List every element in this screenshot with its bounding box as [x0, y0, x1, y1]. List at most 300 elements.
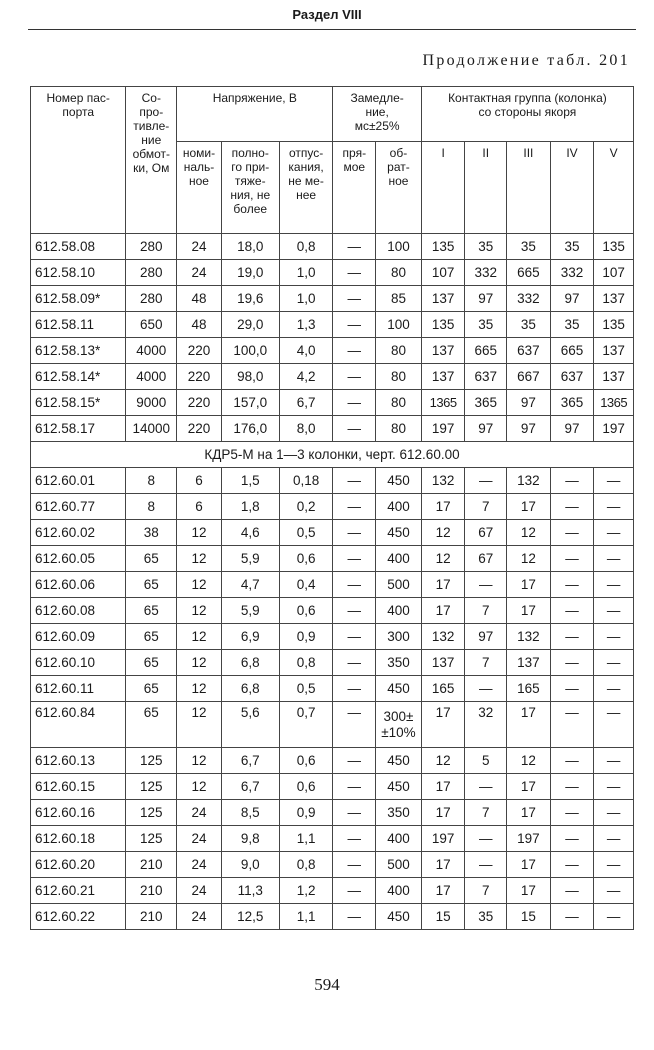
- table-cell: —: [550, 878, 594, 904]
- table-cell: 97: [465, 624, 507, 650]
- table-cell: 19,0: [221, 260, 279, 286]
- table-cell: 100: [376, 312, 422, 338]
- passport-number-cell: 612.60.11: [31, 676, 126, 702]
- table-cell: —: [333, 390, 376, 416]
- table-cell: 500: [376, 572, 422, 598]
- table-cell: 17: [507, 800, 551, 826]
- table-cell: 132: [507, 624, 551, 650]
- table-cell: 220: [177, 390, 222, 416]
- table-row: [31, 390, 634, 416]
- table-cell: 365: [465, 390, 507, 416]
- table-cell: 197: [594, 416, 634, 442]
- passport-number-cell: 612.58.11: [31, 312, 126, 338]
- table-cell: 97: [550, 416, 594, 442]
- table-cell: 15: [507, 904, 551, 930]
- table-row: [31, 852, 634, 878]
- table-cell: 17: [421, 774, 465, 800]
- table-row: [31, 624, 634, 650]
- table-continuation-caption: Продолжение табл. 201: [422, 52, 630, 69]
- table-cell: —: [594, 702, 634, 748]
- table-cell: 350: [376, 800, 422, 826]
- table-cell: 125: [126, 748, 177, 774]
- table-cell: 12: [421, 546, 465, 572]
- passport-number-cell: 612.60.20: [31, 852, 126, 878]
- table-cell: 0,8: [279, 650, 333, 676]
- table-row: [31, 702, 634, 748]
- table-cell: 65: [126, 702, 177, 748]
- table-cell: 1,1: [279, 826, 333, 852]
- header-voltage-nominal: номи- наль- ное: [177, 142, 222, 234]
- table-cell: 220: [177, 416, 222, 442]
- table-cell: 0,8: [279, 234, 333, 260]
- table-cell: 18,0: [221, 234, 279, 260]
- table-cell: 135: [594, 234, 634, 260]
- table-cell: 17: [421, 702, 465, 748]
- table-cell: 450: [376, 676, 422, 702]
- table-cell: 6,7: [221, 774, 279, 800]
- table-cell: 365: [550, 390, 594, 416]
- table-cell: 35: [465, 312, 507, 338]
- table-row: [31, 676, 634, 702]
- table-cell: 0,9: [279, 800, 333, 826]
- table-cell: —: [465, 826, 507, 852]
- table-cell: —: [333, 520, 376, 546]
- table-cell: —: [550, 572, 594, 598]
- section-header: Раздел VIII: [292, 7, 362, 22]
- table-cell: 35: [507, 234, 551, 260]
- table-cell: —: [594, 852, 634, 878]
- table-cell: 4000: [126, 364, 177, 390]
- table-cell: 280: [126, 286, 177, 312]
- table-cell: —: [333, 364, 376, 390]
- table-cell: 0,2: [279, 494, 333, 520]
- table-cell: 17: [421, 878, 465, 904]
- table-cell: 332: [550, 260, 594, 286]
- table-cell: —: [550, 676, 594, 702]
- header-contact-group: Контактная группа (колонка) со стороны якоря: [421, 87, 633, 142]
- table-cell: 300: [376, 624, 422, 650]
- table-cell: 637: [465, 364, 507, 390]
- table-cell: 165: [507, 676, 551, 702]
- table-cell: 97: [507, 390, 551, 416]
- table-cell: —: [333, 852, 376, 878]
- table-cell: 280: [126, 260, 177, 286]
- table-cell: 17: [507, 572, 551, 598]
- table-cell: —: [594, 624, 634, 650]
- table-cell: 12: [177, 650, 222, 676]
- table-cell: —: [333, 598, 376, 624]
- table-cell: 35: [465, 234, 507, 260]
- table-cell: 137: [421, 650, 465, 676]
- table-cell: 1,3: [279, 312, 333, 338]
- page-number: 594: [314, 975, 340, 994]
- table-cell: 7: [465, 494, 507, 520]
- table-cell: 17: [421, 800, 465, 826]
- table-cell: 17: [421, 852, 465, 878]
- table-cell: 5: [465, 748, 507, 774]
- table-cell: 6: [177, 468, 222, 494]
- table-cell: 665: [550, 338, 594, 364]
- table-cell: —: [594, 676, 634, 702]
- table-cell: 80: [376, 390, 422, 416]
- table-cell: 197: [421, 826, 465, 852]
- relay-data-table: [30, 86, 634, 930]
- table-cell: 67: [465, 546, 507, 572]
- table-cell: 9000: [126, 390, 177, 416]
- table-cell: 132: [421, 624, 465, 650]
- table-row: [31, 598, 634, 624]
- table-row: [31, 800, 634, 826]
- table-section-row: [31, 442, 634, 468]
- table-cell: 220: [177, 338, 222, 364]
- table-cell: 8,0: [279, 416, 333, 442]
- passport-number-cell: 612.60.77: [31, 494, 126, 520]
- header-voltage: Напряжение, В: [177, 87, 333, 142]
- table-cell: —: [594, 774, 634, 800]
- table-cell: 6: [177, 494, 222, 520]
- table-cell: 4,7: [221, 572, 279, 598]
- table-cell: —: [333, 260, 376, 286]
- table-cell: —: [550, 598, 594, 624]
- table-row: [31, 774, 634, 800]
- table-cell: 97: [507, 416, 551, 442]
- table-cell: —: [333, 312, 376, 338]
- table-cell: 100,0: [221, 338, 279, 364]
- table-cell: 8: [126, 468, 177, 494]
- table-cell: —: [333, 494, 376, 520]
- table-row: [31, 234, 634, 260]
- passport-number-cell: 612.60.15: [31, 774, 126, 800]
- table-row: [31, 904, 634, 930]
- table-cell: 35: [550, 312, 594, 338]
- table-cell: 6,8: [221, 676, 279, 702]
- table-cell: 1365: [594, 390, 634, 416]
- table-cell: 9,8: [221, 826, 279, 852]
- passport-number-cell: 612.60.16: [31, 800, 126, 826]
- table-cell: 107: [421, 260, 465, 286]
- table-cell: 14000: [126, 416, 177, 442]
- table-cell: 17: [507, 702, 551, 748]
- table-cell: —: [594, 572, 634, 598]
- table-cell: —: [465, 676, 507, 702]
- table-cell: 165: [421, 676, 465, 702]
- table-cell: 1,2: [279, 878, 333, 904]
- table-cell: 80: [376, 364, 422, 390]
- table-cell: 6,9: [221, 624, 279, 650]
- table-cell: 125: [126, 800, 177, 826]
- table-cell: —: [550, 650, 594, 676]
- table-cell: —: [333, 468, 376, 494]
- header-voltage-release: отпус- кания, не ме- нее: [279, 142, 333, 234]
- table-cell: 12,5: [221, 904, 279, 930]
- table-cell: 35: [507, 312, 551, 338]
- table-cell: 65: [126, 650, 177, 676]
- table-cell: —: [594, 904, 634, 930]
- passport-number-cell: 612.58.15*: [31, 390, 126, 416]
- table-cell: 65: [126, 624, 177, 650]
- table-cell: 137: [594, 338, 634, 364]
- table-cell: —: [594, 520, 634, 546]
- table-cell: 400: [376, 826, 422, 852]
- table-cell: —: [333, 800, 376, 826]
- delay-tolerance: ±10%: [381, 724, 416, 740]
- table-cell: 17: [507, 878, 551, 904]
- table-cell: —: [550, 494, 594, 520]
- table-cell: —: [594, 826, 634, 852]
- table-cell: 137: [421, 338, 465, 364]
- table-cell: 450: [376, 468, 422, 494]
- table-cell: —: [550, 520, 594, 546]
- table-cell: 137: [594, 286, 634, 312]
- table-cell: —: [594, 878, 634, 904]
- table-cell: 17: [421, 572, 465, 598]
- table-cell: 4,2: [279, 364, 333, 390]
- table-cell: 0,6: [279, 546, 333, 572]
- table-cell: —: [333, 234, 376, 260]
- table-cell: 24: [177, 260, 222, 286]
- table-cell: 135: [421, 234, 465, 260]
- table-cell: 125: [126, 826, 177, 852]
- table-cell: 65: [126, 676, 177, 702]
- table-cell: 38: [126, 520, 177, 546]
- table-cell: 12: [177, 748, 222, 774]
- table-cell: 665: [507, 260, 551, 286]
- table-cell: 137: [507, 650, 551, 676]
- table-cell: 0,6: [279, 598, 333, 624]
- header-delay: Замедле- ние, мс±25%: [333, 87, 421, 142]
- table-cell: 450: [376, 904, 422, 930]
- table-cell: —: [333, 878, 376, 904]
- table-cell: 12: [421, 520, 465, 546]
- table-cell: 210: [126, 878, 177, 904]
- table-cell: —: [594, 546, 634, 572]
- table-cell: 100: [376, 234, 422, 260]
- table-cell: —: [333, 650, 376, 676]
- table-cell: 97: [465, 416, 507, 442]
- passport-number-cell: 612.60.05: [31, 546, 126, 572]
- table-cell: —: [333, 904, 376, 930]
- table-row: [31, 748, 634, 774]
- table-cell: 0,5: [279, 676, 333, 702]
- table-cell: —: [550, 800, 594, 826]
- table-cell: 1365: [421, 390, 465, 416]
- table-cell: 0,8: [279, 852, 333, 878]
- header-column-5: V: [594, 142, 634, 234]
- passport-number-cell: 612.58.09*: [31, 286, 126, 312]
- passport-number-cell: 612.60.13: [31, 748, 126, 774]
- table-cell: 400: [376, 494, 422, 520]
- table-cell: 17: [421, 494, 465, 520]
- table-cell: 197: [421, 416, 465, 442]
- table-cell: —: [550, 468, 594, 494]
- table-cell: 12: [507, 520, 551, 546]
- table-cell: 135: [594, 312, 634, 338]
- table-cell: 12: [507, 546, 551, 572]
- table-cell: 17: [507, 598, 551, 624]
- table-cell: —: [333, 624, 376, 650]
- table-cell: 98,0: [221, 364, 279, 390]
- table-cell: 0,18: [279, 468, 333, 494]
- table-cell: 7: [465, 878, 507, 904]
- table-row: [31, 364, 634, 390]
- table-cell: 0,7: [279, 702, 333, 748]
- header-voltage-full-attraction: полно- го при- тяже- ния, не более: [221, 142, 279, 234]
- table-cell: 65: [126, 572, 177, 598]
- table-cell: 1,0: [279, 286, 333, 312]
- header-winding-resistance: Со- про- тивле- ние обмот- ки, Ом: [126, 87, 177, 234]
- table-cell: 6,7: [279, 390, 333, 416]
- table-cell: —: [594, 598, 634, 624]
- passport-number-cell: 612.60.01: [31, 468, 126, 494]
- table-row: [31, 520, 634, 546]
- table-cell: 12: [177, 774, 222, 800]
- passport-number-cell: 612.60.18: [31, 826, 126, 852]
- table-cell: —: [465, 468, 507, 494]
- header-delay-direct: пря- мое: [333, 142, 376, 234]
- header-column-2: II: [465, 142, 507, 234]
- table-row: [31, 468, 634, 494]
- table-row: [31, 260, 634, 286]
- table-cell: 450: [376, 774, 422, 800]
- table-cell: 48: [177, 312, 222, 338]
- table-cell: 400: [376, 878, 422, 904]
- table-cell: 29,0: [221, 312, 279, 338]
- table-cell: 12: [177, 520, 222, 546]
- table-cell: 400: [376, 598, 422, 624]
- header-column-3: III: [507, 142, 551, 234]
- table-cell: 137: [594, 364, 634, 390]
- table-cell: 65: [126, 598, 177, 624]
- table-cell: 97: [550, 286, 594, 312]
- table-cell: 125: [126, 774, 177, 800]
- table-cell: 332: [465, 260, 507, 286]
- table-cell: —: [333, 826, 376, 852]
- table-cell: —: [333, 774, 376, 800]
- table-cell: 0,4: [279, 572, 333, 598]
- table-cell: 280: [126, 234, 177, 260]
- table-cell: 450: [376, 520, 422, 546]
- table-cell: 24: [177, 904, 222, 930]
- table-cell: —: [333, 286, 376, 312]
- table-cell: —: [550, 546, 594, 572]
- table-cell: 17: [421, 598, 465, 624]
- table-cell: —: [550, 702, 594, 748]
- table-cell: 210: [126, 852, 177, 878]
- table-cell: 5,6: [221, 702, 279, 748]
- table-cell: 67: [465, 520, 507, 546]
- table-cell: —: [550, 748, 594, 774]
- table-cell: 32: [465, 702, 507, 748]
- table-cell: 24: [177, 800, 222, 826]
- table-row: [31, 878, 634, 904]
- table-cell: 35: [465, 904, 507, 930]
- table-cell: 637: [507, 338, 551, 364]
- passport-number-cell: 612.60.22: [31, 904, 126, 930]
- passport-number-cell: 612.58.17: [31, 416, 126, 442]
- table-cell: 4,0: [279, 338, 333, 364]
- table-cell: —: [550, 904, 594, 930]
- table-row: [31, 416, 634, 442]
- table-cell: 650: [126, 312, 177, 338]
- table-row: [31, 826, 634, 852]
- table-cell: 500: [376, 852, 422, 878]
- table-row: [31, 650, 634, 676]
- passport-number-cell: 612.58.08: [31, 234, 126, 260]
- table-cell: —: [465, 774, 507, 800]
- passport-number-cell: 612.60.09: [31, 624, 126, 650]
- passport-number-cell: 612.60.06: [31, 572, 126, 598]
- table-cell: 24: [177, 878, 222, 904]
- table-cell: 12: [177, 676, 222, 702]
- table-cell: —: [465, 852, 507, 878]
- passport-number-cell: 612.60.84: [31, 702, 126, 748]
- table-cell: 5,9: [221, 598, 279, 624]
- table-cell: 9,0: [221, 852, 279, 878]
- table-cell: 24: [177, 826, 222, 852]
- table-cell: 12: [177, 572, 222, 598]
- table-cell: —: [594, 650, 634, 676]
- header-delay-reverse: об- рат- ное: [376, 142, 422, 234]
- passport-number-cell: 612.58.10: [31, 260, 126, 286]
- table-row: [31, 494, 634, 520]
- table-cell: 7: [465, 598, 507, 624]
- table-cell: 667: [507, 364, 551, 390]
- table-cell: 176,0: [221, 416, 279, 442]
- table-cell: 80: [376, 416, 422, 442]
- table-cell: 0,6: [279, 748, 333, 774]
- passport-number-cell: 612.60.21: [31, 878, 126, 904]
- table-cell: —: [550, 774, 594, 800]
- table-cell: —: [465, 572, 507, 598]
- table-cell: 8: [126, 494, 177, 520]
- table-cell: 19,6: [221, 286, 279, 312]
- table-cell: —: [594, 748, 634, 774]
- table-cell: 24: [177, 234, 222, 260]
- header-column-4: IV: [550, 142, 594, 234]
- table-cell: 65: [126, 546, 177, 572]
- table-cell: 12: [421, 748, 465, 774]
- section-title: КДР5-М на 1—3 колонки, черт. 612.60.00: [31, 442, 634, 468]
- table-cell: 132: [507, 468, 551, 494]
- table-cell: —: [333, 546, 376, 572]
- table-cell: 0,5: [279, 520, 333, 546]
- table-cell: 48: [177, 286, 222, 312]
- table-cell: —: [333, 676, 376, 702]
- table-cell: 6,7: [221, 748, 279, 774]
- table-cell: 7: [465, 650, 507, 676]
- passport-number-cell: 612.60.10: [31, 650, 126, 676]
- header-rule: [28, 29, 636, 30]
- table-cell: 0,9: [279, 624, 333, 650]
- table-cell: —: [333, 416, 376, 442]
- table-cell: —: [333, 748, 376, 774]
- table-cell: 17: [507, 774, 551, 800]
- table-cell: 6,8: [221, 650, 279, 676]
- table-cell: 400: [376, 546, 422, 572]
- table-cell: 7: [465, 800, 507, 826]
- table-cell: —: [333, 572, 376, 598]
- table-cell: 35: [550, 234, 594, 260]
- table-row: [31, 286, 634, 312]
- table-cell: 1,5: [221, 468, 279, 494]
- table-cell: 132: [421, 468, 465, 494]
- table-cell: 137: [421, 364, 465, 390]
- table-cell: 80: [376, 260, 422, 286]
- table-cell: 17: [507, 852, 551, 878]
- table-cell: 210: [126, 904, 177, 930]
- table-cell: 107: [594, 260, 634, 286]
- delay-value: 300±: [383, 708, 414, 724]
